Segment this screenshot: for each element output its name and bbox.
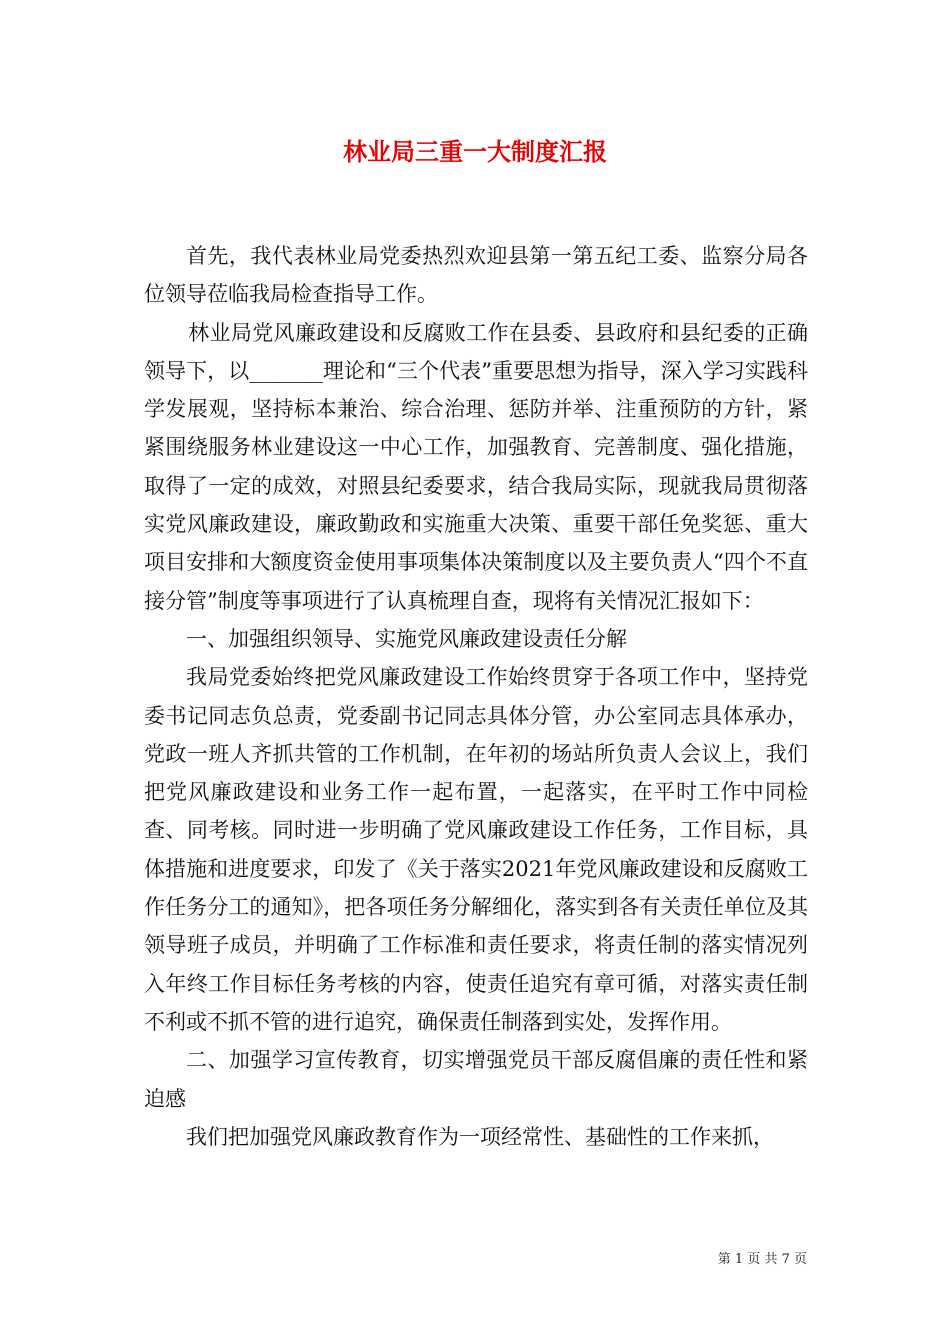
- paragraph-section-2: 我们把加强党风廉政教育作为一项经常性、基础性的工作来抓，: [186, 1124, 774, 1149]
- document-title: 林业局三重一大制度汇报: [343, 137, 607, 166]
- document-body: [144, 237, 808, 1156]
- page-number-footer: 第 1 页 共 7 页: [717, 1252, 807, 1267]
- section-heading-2: 二、加强学习宣传教育，切实增强党员干部反腐倡廉的责任性和紧迫感: [144, 1048, 808, 1111]
- paragraph-overview: 林业局党风廉政建设和反腐败工作在县委、县政府和县纪委的正确领导下，以_______理论和“三个代表”重要思想为指导，深入学习实践科学发展观，坚持标本兼治、综合治理、惩防并举、注重预防的方针，紧紧围绕服务林业建设这一中心工作，加强教育、完善制度、强化措施，取得了一定的成效，对照县纪委要求，结合我局实际，现就我局贯彻落实党风廉政建设，廉政勤政和实施重大决策、重要干部任免奖惩、重大项目安排和大额度资金使用事项集体决策制度以及主要负责人“四个不直接分管”制度等事项进行了认真梳理自查，现将有关情况汇报如下：: [144, 320, 808, 613]
- paragraph-welcome: 首先，我代表林业局党委热烈欢迎县第一第五纪工委、监察分局各位领导莅临我局检查指导工作。: [144, 244, 808, 307]
- section-heading-1: 一、加强组织领导、实施党风廉政建设责任分解: [186, 626, 627, 651]
- paragraph-section-1: 我局党委始终把党风廉政建设工作始终贯穿于各项工作中，坚持党委书记同志负总责，党委副书记同志具体分管，办公室同志具体承办，党政一班人齐抓共管的工作机制，在年初的场站所负责人会议上，我们把党风廉政建设和业务工作一起布置，一起落实，在平时工作中同检查、同考核。同时进一步明确了党风廉政建设工作任务，工作目标，具体措施和进度要求，印发了《关于落实2021年党风廉政建设和反腐败工作任务分工的通知》，把各项任务分解细化，落实到各有关责任单位及其领导班子成员，并明确了工作标准和责任要求，将责任制的落实情况列入年终工作目标任务考核的内容，使责任追究有章可循，对落实责任制不利或不抓不管的进行追究，确保责任制落到实处，发挥作用。: [144, 665, 808, 1034]
